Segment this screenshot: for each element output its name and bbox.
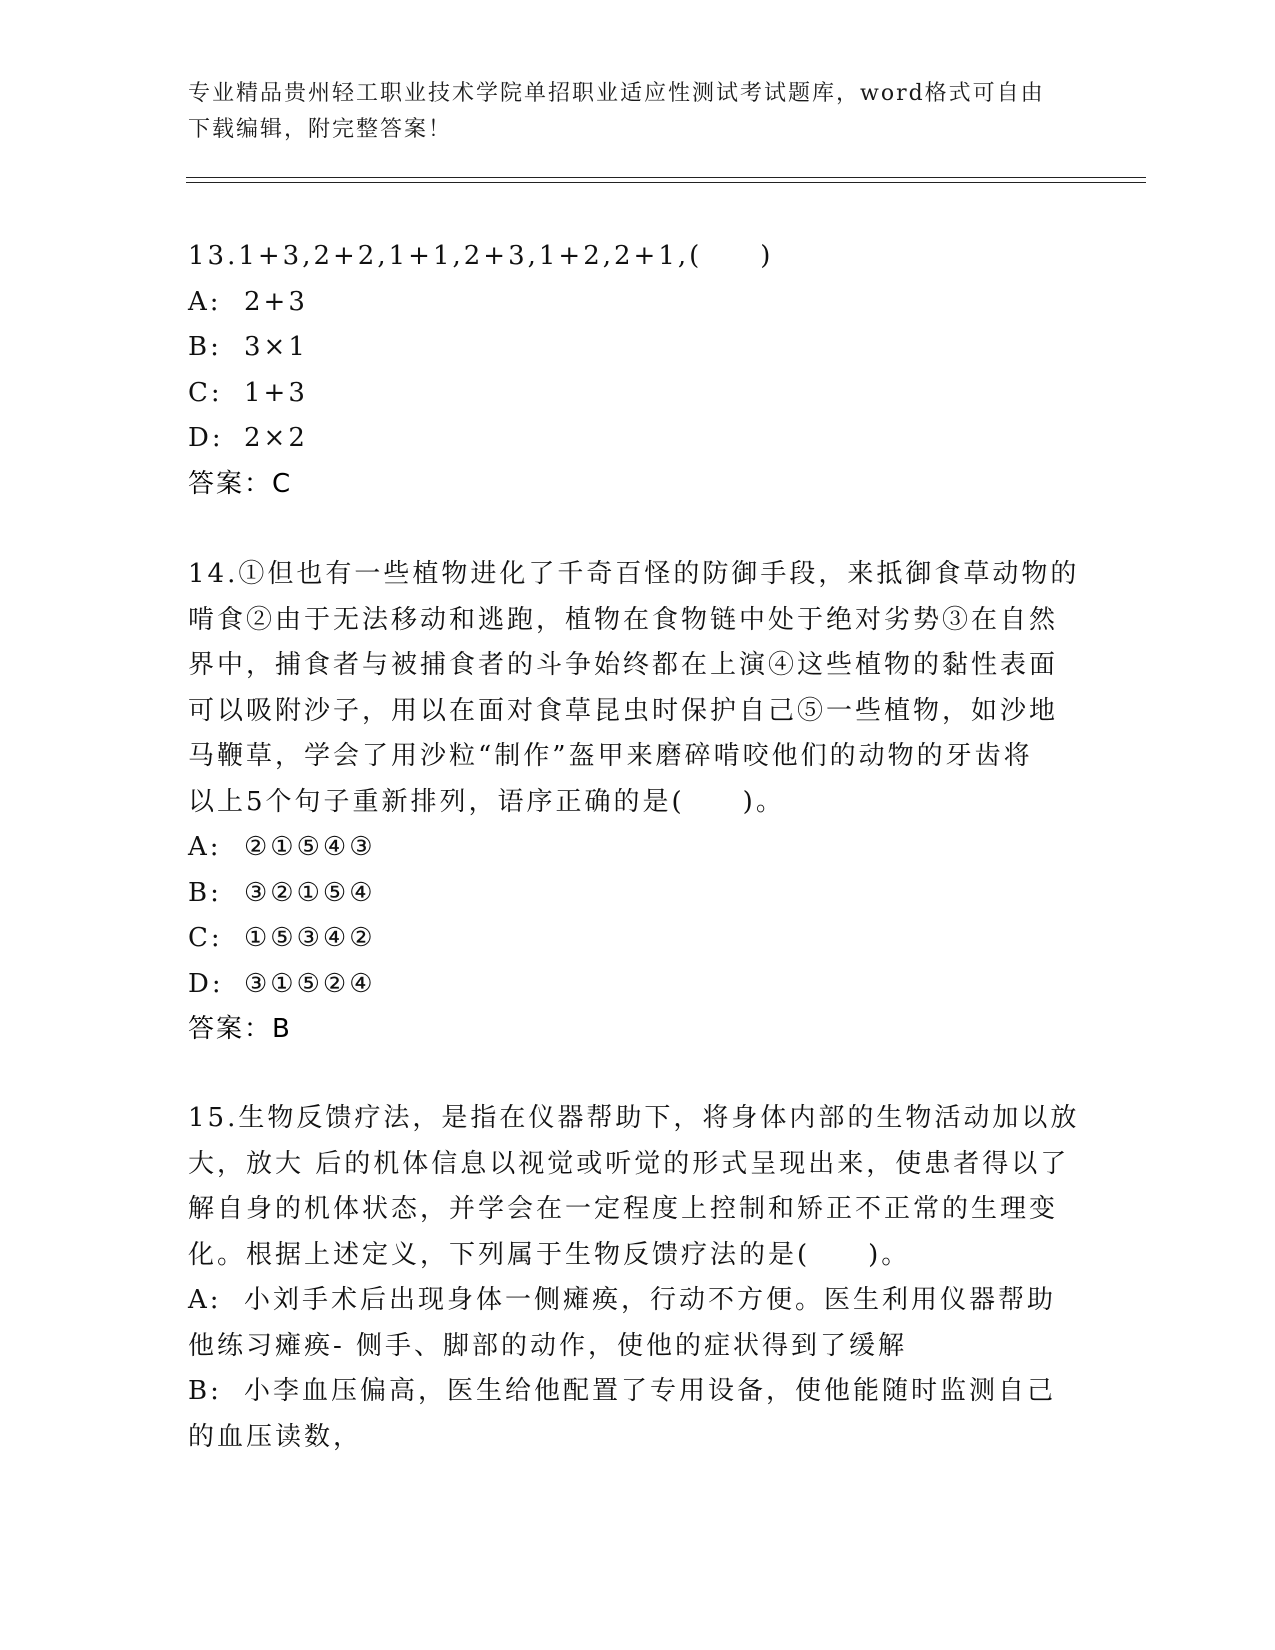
option-text: 2+3: [244, 286, 308, 317]
question-15: [188, 1096, 1080, 1460]
option-text: 小刘手术后出现身体一侧瘫痪，行动不方便。医生利用仪器帮助: [244, 1285, 1057, 1315]
question-13-option-a[interactable]: [188, 280, 1068, 326]
header-rule-top: [186, 177, 1146, 178]
option-text: ①⑤③④②: [244, 923, 376, 953]
question-15-option-b-continued: 的血压读数，: [188, 1421, 363, 1452]
option-label: B:: [188, 1376, 222, 1406]
question-14: [188, 552, 1080, 1053]
question-13-option-c[interactable]: [188, 371, 1068, 417]
option-text: ③①⑤②④: [244, 968, 376, 999]
question-14-option-b[interactable]: [188, 871, 1068, 917]
question-13-option-d[interactable]: [188, 416, 1068, 462]
option-label: C:: [188, 923, 223, 953]
question-14-stem-line: 14.①但也有一些植物进化了千奇百怪的防御手段，来抵御食草动物的: [188, 559, 1080, 589]
header-line-1: 专业精品贵州轻工职业技术学院单招职业适应性测试考试题库，word格式可自由: [188, 81, 1045, 106]
document-header: [188, 76, 1068, 148]
question-15-stem-line: 化。根据上述定义，下列属于生物反馈疗法的是( )。: [188, 1239, 911, 1270]
question-13-answer: 答案：C: [188, 468, 293, 499]
option-label: D:: [188, 423, 224, 453]
question-13-stem: 13.1+3,2+2,1+1,2+3,1+2,2+1,( ): [188, 241, 774, 271]
option-text: 1+3: [244, 377, 308, 408]
question-14-option-c[interactable]: [188, 916, 1068, 962]
question-15-stem-line: 大，放大 后的机体信息以视觉或听觉的形式呈现出来，使患者得以了: [188, 1148, 1070, 1179]
question-15-option-a-continued: 他练习瘫痪- 侧手、脚部的动作，使他的症状得到了缓解: [188, 1330, 908, 1361]
question-14-stem-line: 以上5个句子重新排列，语序正确的是( )。: [188, 786, 785, 817]
option-label: A:: [188, 286, 222, 317]
option-text: 2×2: [244, 423, 308, 453]
question-15-option-a[interactable]: [188, 1278, 1068, 1324]
question-14-stem-line: 界中，捕食者与被捕食者的斗争始终都在上演④这些植物的黏性表面: [188, 650, 1059, 680]
question-15-option-b[interactable]: [188, 1369, 1068, 1415]
option-label: A:: [188, 832, 222, 862]
option-label: B:: [188, 877, 222, 908]
question-14-answer: 答案：B: [188, 1014, 292, 1044]
question-15-stem-line: 解自身的机体状态，并学会在一定程度上控制和矫正不正常的生理变: [188, 1194, 1059, 1224]
option-text: ③②①⑤④: [244, 877, 376, 908]
option-label: A:: [188, 1285, 222, 1315]
question-13-option-b[interactable]: [188, 325, 1068, 371]
question-13: [188, 234, 1068, 507]
question-15-stem-line: 15.生物反馈疗法，是指在仪器帮助下，将身体内部的生物活动加以放: [188, 1103, 1080, 1133]
question-14-option-a[interactable]: [188, 825, 1068, 871]
question-14-stem-line: 啃食②由于无法移动和逃跑，植物在食物链中处于绝对劣势③在自然: [188, 604, 1059, 635]
question-14-stem-line: 马鞭草，学会了用沙粒“制作”盔甲来磨碎啃咬他们的动物的牙齿将: [188, 741, 1033, 771]
option-text: ②①⑤④③: [244, 832, 376, 862]
option-label: B:: [188, 332, 222, 362]
option-label: D:: [188, 968, 224, 999]
header-rule-bottom: [186, 182, 1146, 183]
header-line-2: 下载编辑，附完整答案！: [188, 117, 453, 142]
option-label: C:: [188, 377, 223, 408]
question-14-stem-line: 可以吸附沙子，用以在面对食草昆虫时保护自己⑤一些植物，如沙地: [188, 695, 1059, 726]
option-text: 3×1: [244, 332, 308, 362]
question-14-option-d[interactable]: [188, 962, 1068, 1008]
option-text: 小李血压偏高，医生给他配置了专用设备，使他能随时监测自己: [244, 1376, 1057, 1406]
